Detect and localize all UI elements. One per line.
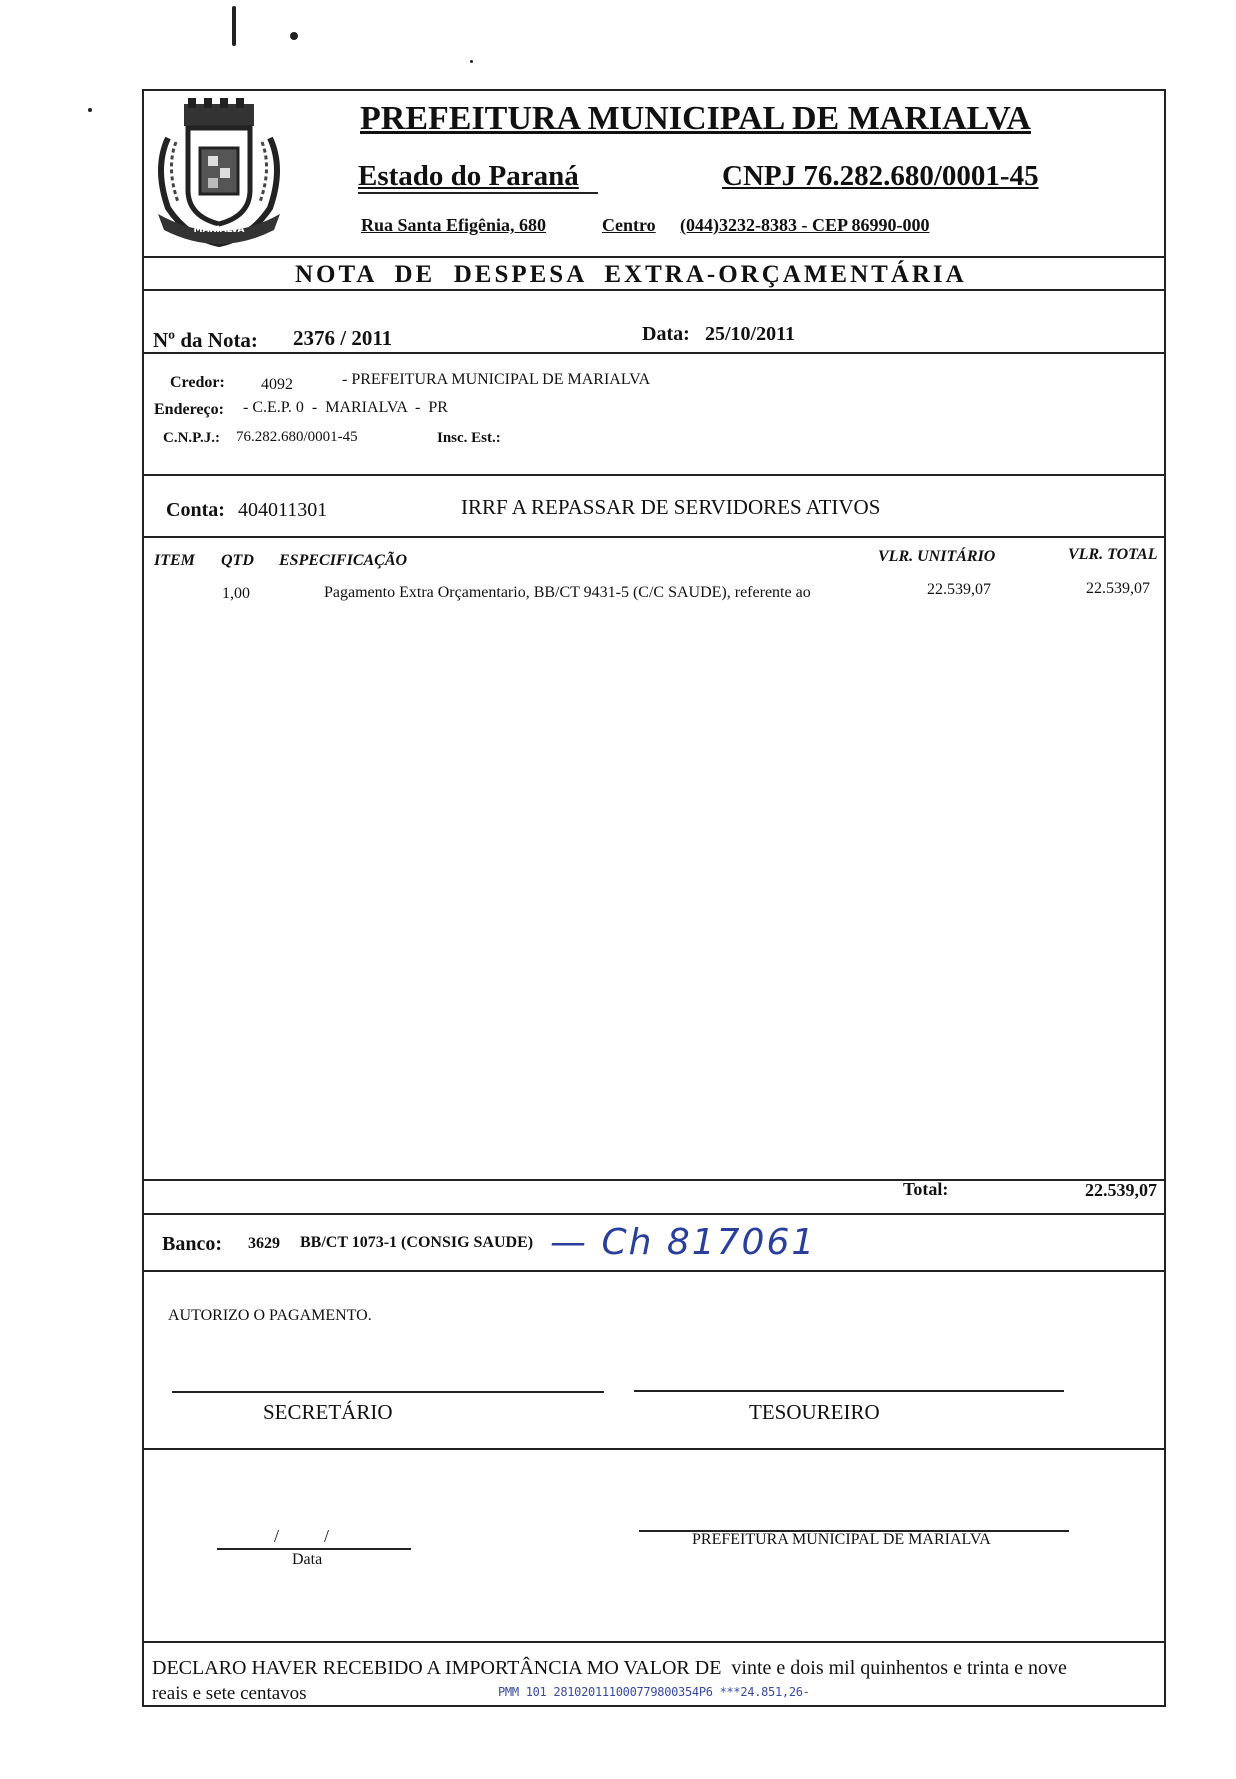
credor-label: Credor:	[170, 374, 225, 391]
receipt-date-slashes: / /	[274, 1526, 330, 1546]
declaration-line-1: DECLARO HAVER RECEBIDO A IMPORTÂNCIA MO VALOR DE vinte e dois mil quinhentos e trinta e nove	[152, 1657, 1067, 1679]
row-spec: Pagamento Extra Orçamentario, BB/CT 9431-5 (C/C SAUDE), referente ao	[324, 584, 811, 601]
divider	[142, 1641, 1166, 1643]
authorization-text: AUTORIZO O PAGAMENTO.	[168, 1307, 372, 1324]
tesoureiro-label: TESOUREIRO	[749, 1400, 880, 1424]
signature-line-tesoureiro	[634, 1390, 1064, 1392]
banco-label: Banco:	[162, 1233, 222, 1255]
total-value: 22.539,07	[1085, 1180, 1157, 1200]
row-qtd: 1,00	[222, 585, 250, 602]
divider	[142, 1213, 1166, 1215]
nota-label: Nº da Nota:	[153, 328, 258, 352]
col-header-unit: VLR. UNITÁRIO	[878, 548, 996, 565]
scan-speck	[232, 6, 236, 46]
municipality-title: PREFEITURA MUNICIPAL DE MARIALVA	[360, 100, 1031, 137]
col-header-item: ITEM	[154, 552, 195, 569]
divider	[142, 474, 1166, 476]
row-unit: 22.539,07	[927, 581, 991, 598]
cnpj-label: C.N.P.J.:	[163, 430, 220, 446]
endereco-value: - C.E.P. 0 - MARIALVA - PR	[243, 399, 448, 416]
divider	[142, 352, 1166, 354]
banco-code: 3629	[248, 1235, 280, 1252]
receipt-date-line	[217, 1548, 411, 1550]
state-underline	[358, 192, 598, 194]
total-label: Total:	[903, 1179, 949, 1199]
declaration-line-2: reais e sete centavos	[152, 1683, 307, 1704]
endereco-label: Endereço:	[154, 401, 224, 418]
cnpj-header: CNPJ 76.282.680/0001-45	[722, 160, 1039, 192]
insc-label: Insc. Est.:	[437, 430, 501, 446]
payment-stamp: PMM 101 281020111000779800354P6 ***24.851,26-	[498, 1685, 810, 1699]
divider	[142, 536, 1166, 538]
svg-text:MARIALVA: MARIALVA	[193, 225, 245, 235]
coat-of-arms-icon	[148, 98, 290, 248]
address: Rua Santa Efigênia, 680	[361, 215, 547, 235]
nota-number: 2376 / 2011	[293, 326, 393, 350]
col-header-qtd: QTD	[221, 552, 254, 569]
scan-speck	[470, 60, 473, 63]
phone-cep: (044)3232-8383 - CEP 86990-000	[680, 215, 930, 235]
receipt-date-label: Data	[292, 1551, 323, 1568]
state-name: Estado do Paraná	[358, 160, 579, 192]
banco-account: BB/CT 1073-1 (CONSIG SAUDE)	[300, 1234, 534, 1251]
handwritten-check-number: — Ch 817061	[550, 1222, 817, 1263]
divider	[142, 289, 1166, 291]
credor-name: - PREFEITURA MUNICIPAL DE MARIALVA	[342, 371, 651, 388]
date-label: Data:	[642, 323, 690, 345]
divider	[142, 1448, 1166, 1450]
divider	[142, 1179, 1166, 1181]
row-total: 22.539,07	[1086, 580, 1150, 597]
col-header-spec: ESPECIFICAÇÃO	[279, 552, 408, 569]
conta-number: 404011301	[238, 499, 328, 521]
receipt-signer: PREFEITURA MUNICIPAL DE MARIALVA	[692, 1531, 991, 1548]
conta-label: Conta:	[166, 499, 225, 521]
cnpj-value: 76.282.680/0001-45	[236, 429, 358, 445]
document-title: NOTA DE DESPESA EXTRA-ORÇAMENTÁRIA	[295, 261, 967, 288]
secretario-label: SECRETÁRIO	[263, 1400, 393, 1424]
district: Centro	[602, 215, 656, 235]
divider	[142, 1270, 1166, 1272]
date-value: 25/10/2011	[705, 323, 796, 345]
credor-code: 4092	[261, 376, 293, 393]
scan-speck	[88, 108, 92, 112]
divider	[142, 256, 1166, 258]
signature-line-secretario	[172, 1391, 604, 1393]
col-header-total: VLR. TOTAL	[1068, 546, 1158, 563]
scan-speck	[290, 32, 298, 40]
conta-description: IRRF A REPASSAR DE SERVIDORES ATIVOS	[461, 495, 881, 519]
